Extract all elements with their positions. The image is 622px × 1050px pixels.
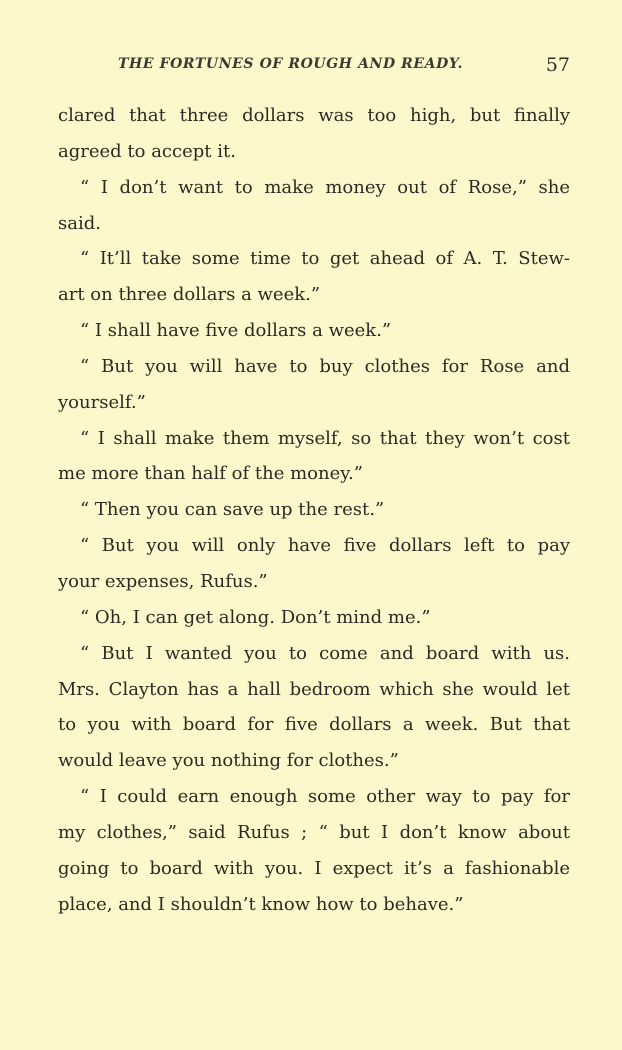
text-line: me more than half of the money.” [58, 463, 363, 485]
text-line: “ But I wanted you to come and board with us. [80, 642, 570, 664]
text-line: “ But you will have to buy clothes for Rose and [80, 355, 570, 377]
running-head [58, 54, 570, 82]
body-text [58, 98, 570, 922]
page-number: 57 [545, 54, 570, 76]
text-line: “ Oh, I can get along. Don’t mind me.” [80, 606, 431, 628]
text-line: art on three dollars a week.” [58, 284, 321, 306]
text-line: would leave you nothing for clothes.” [58, 750, 399, 772]
text-line: “ I shall have five dollars a week.” [80, 320, 392, 342]
text-line: “ I could earn enough some other way to pay for [80, 786, 570, 808]
text-line: “ It’ll take some time to get ahead of A. T. Stew- [80, 248, 570, 270]
text-line: “ Then you can save up the rest.” [80, 499, 385, 521]
text-line: place, and I shouldn’t know how to behave.” [58, 893, 464, 915]
text-line: your expenses, Rufus.” [58, 570, 268, 592]
text-line: clared that three dollars was too high, but finally [58, 105, 570, 126]
running-title: THE FORTUNES OF ROUGH AND READY. [118, 56, 464, 72]
text-line: Mrs. Clayton has a hall bedroom which she would let [58, 678, 570, 700]
text-line: said. [58, 212, 101, 234]
text-line: my clothes,” said Rufus ; “ but I don’t know about [58, 821, 570, 843]
text-line: agreed to accept it. [58, 140, 236, 162]
text-line: to you with board for five dollars a week. But that [58, 714, 570, 736]
text-line: “ I shall make them myself, so that they won’t cost [80, 427, 570, 449]
text-line: going to board with you. I expect it’s a fashionable [58, 857, 570, 879]
text-line: yourself.” [58, 391, 146, 413]
text-line: “ But you will only have five dollars left to pay [80, 535, 570, 557]
text-line: “ I don’t want to make money out of Rose,” she [80, 176, 570, 198]
